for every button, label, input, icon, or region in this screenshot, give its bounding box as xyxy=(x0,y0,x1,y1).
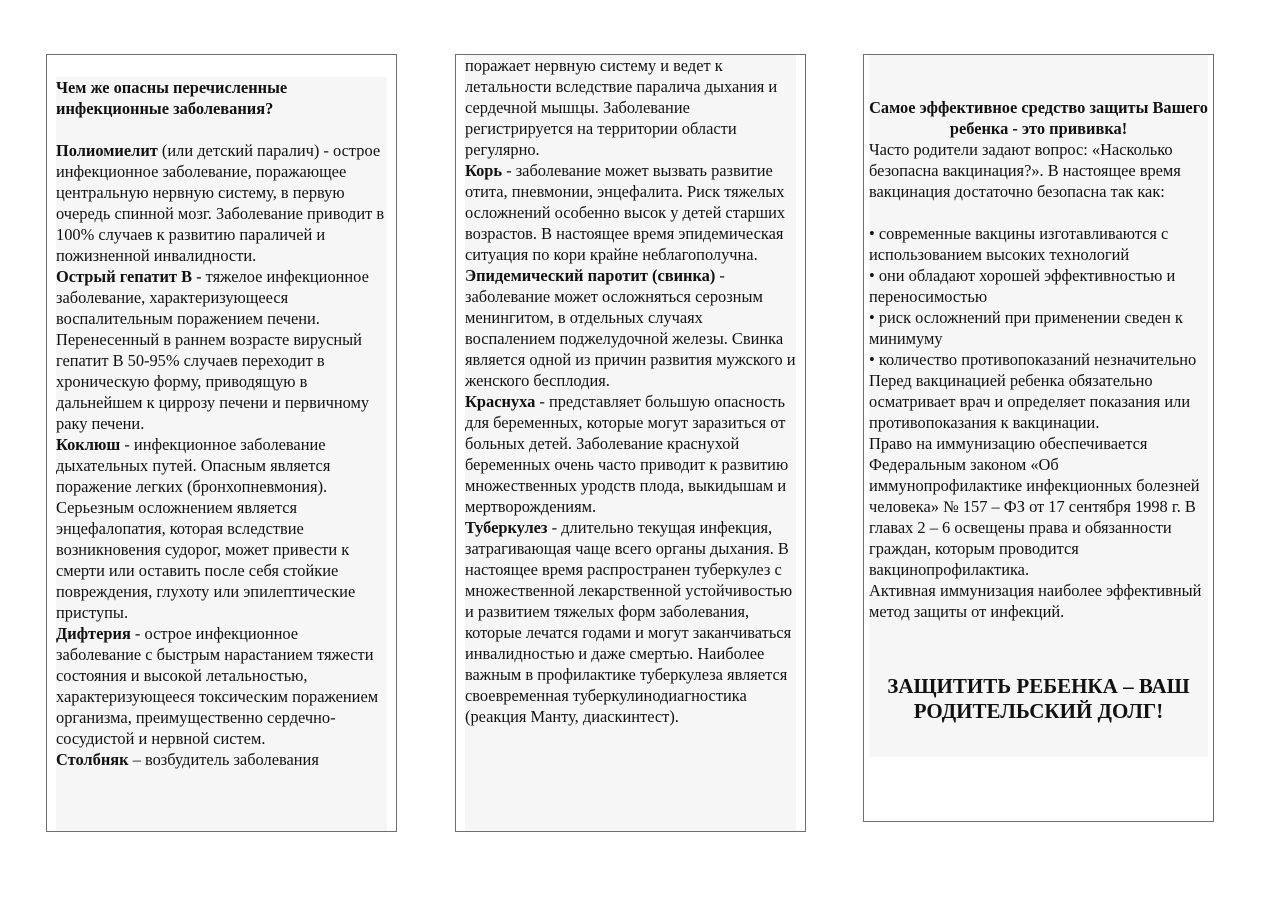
disease-name: Острый гепатит В xyxy=(56,267,193,286)
column-1-content xyxy=(56,77,387,831)
doctor-exam-paragraph: Перед вакцинацией ребенка обязательно осматривает врач и определяет показания или противопоказания к вакцинации. xyxy=(869,371,1191,432)
disease-name: Краснуха xyxy=(465,392,536,411)
disease-name: Столбняк xyxy=(56,750,129,769)
disease-text: - тяжелое инфекционное заболевание, характеризующееся воспалительным поражением печени. Перенесенный в раннем возрасте вирусный гепатит В 50-95% случаев переходит в хроническую форму, приводящую в дальнейшем к циррозу печени и первичному раку печени. xyxy=(56,267,370,433)
leaflet-column-2 xyxy=(455,54,806,832)
disease-name: Дифтерия xyxy=(56,624,131,643)
disease-name: Корь xyxy=(465,161,503,180)
disease-rubella xyxy=(465,391,796,517)
safety-bullet: • современные вакцины изготавливаются с использованием высоких технологий xyxy=(869,223,1208,265)
disease-hepatitis-b xyxy=(56,266,387,434)
disease-text: (или детский паралич) - острое инфекционное заболевание, поражающее центральную нервную систему, в первую очередь спинной мозг. Заболевание приводит в 100% случаев к развитию параличей и пожизненной инвалидности. xyxy=(56,141,385,265)
disease-diphtheria xyxy=(56,623,387,749)
disease-name: Полиомиелит xyxy=(56,141,158,160)
disease-text: – возбудитель заболевания xyxy=(128,750,319,769)
disease-name: Туберкулез xyxy=(465,518,548,537)
safety-bullet: • риск осложнений при применении сведен к минимуму xyxy=(869,307,1208,349)
section-question: Чем же опасны перечисленные инфекционные заболевания? xyxy=(56,78,288,118)
disease-text: - заболевание может осложняться серозным менингитом, в отдельных случаях воспалением поджелудочной железы. Свинка является одной из причин развития мужского и женского бесплодия. xyxy=(465,266,796,390)
safety-bullet: • они обладают хорошей эффективностью и переносимостью xyxy=(869,265,1208,307)
disease-tuberculosis xyxy=(465,517,796,727)
disease-text: - представляет большую опасность для беременных, которые могут заразиться от больных детей. Заболевание краснухой беременных очень часто приводит к развитию множественных уродств плода, выкидышам и мертворождениям. xyxy=(465,392,789,516)
spacer xyxy=(869,202,1208,223)
disease-polio xyxy=(56,140,387,266)
disease-text: - заболевание может вызвать развитие отита, пневмонии, энцефалита. Риск тяжелых осложнений особенно высок у детей старших возрастов. В настоящее время эпидемическая ситуация по кори крайне неблагополучна. xyxy=(465,161,786,264)
disease-text: - длительно текущая инфекция, затрагивающая чаще всего органы дыхания. В настоящее время распространен туберкулез с множественной лекарственной устойчивостью и развитием тяжелых форм заболевания, которые лечатся годами и могут заканчиваться инвалидностью и даже смертью. Наиболее важным в профилактике туберкулеза является своевременная туберкулинодиагностика (реакция Манту, диаскинтест). xyxy=(465,518,793,726)
disease-mumps xyxy=(465,265,796,391)
disease-pertussis xyxy=(56,434,387,623)
leaflet-column-1 xyxy=(46,54,397,832)
disease-measles xyxy=(465,160,796,265)
disease-name: Коклюш xyxy=(56,435,121,454)
spacer xyxy=(869,55,1208,76)
tetanus-continuation: поражает нервную систему и ведет к летальности вследствие паралича дыхания и сердечной мышцы. Заболевание регистрируется на территории области регулярно. xyxy=(465,56,778,159)
immunization-paragraph: Активная иммунизация наиболее эффективный метод защиты от инфекций. xyxy=(869,581,1202,621)
leaflet-column-3 xyxy=(863,54,1214,822)
column-3-content xyxy=(869,55,1208,757)
disease-tetanus xyxy=(56,749,387,770)
vaccination-intro: Часто родители задают вопрос: «Насколько безопасна вакцинация?». В настоящее время вакцинация достаточно безопасна так как: xyxy=(869,140,1181,201)
disease-text: - острое инфекционное заболевание с быстрым нарастанием тяжести состояния и высокой летальностью, характеризующееся токсическим поражением организма, преимущественно сердечно- сосудистой и нервной систем. xyxy=(56,624,379,748)
safety-bullet: • количество противопоказаний незначительно xyxy=(869,349,1208,370)
vaccination-heading: Самое эффективное средство защиты Вашего ребенка - это прививка! xyxy=(869,98,1208,138)
column-2-content xyxy=(465,55,796,831)
disease-name: Эпидемический паротит (свинка) xyxy=(465,266,716,285)
slogan: ЗАЩИТИТЬ РЕБЕНКА – ВАШ РОДИТЕЛЬСКИЙ ДОЛГ! xyxy=(887,674,1190,723)
disease-text: - инфекционное заболевание дыхательных путей. Опасным является поражение легких (бронхопневмония). Серьезным осложнением является энцефалопатия, которая вследствие возникновения судорог, может привести к смерти или оставить после себя стойкие повреждения, глухоту или эпилептические приступы. xyxy=(56,435,356,622)
law-paragraph: Право на иммунизацию обеспечивается Федеральным законом «Об иммунопрофилактике инфекционных болезней человека» № 157 – ФЗ от 17 сентября 1998 г. В главах 2 – 6 освещены права и обязанности граждан, которым проводится вакцинопрофилактика. xyxy=(869,434,1200,579)
